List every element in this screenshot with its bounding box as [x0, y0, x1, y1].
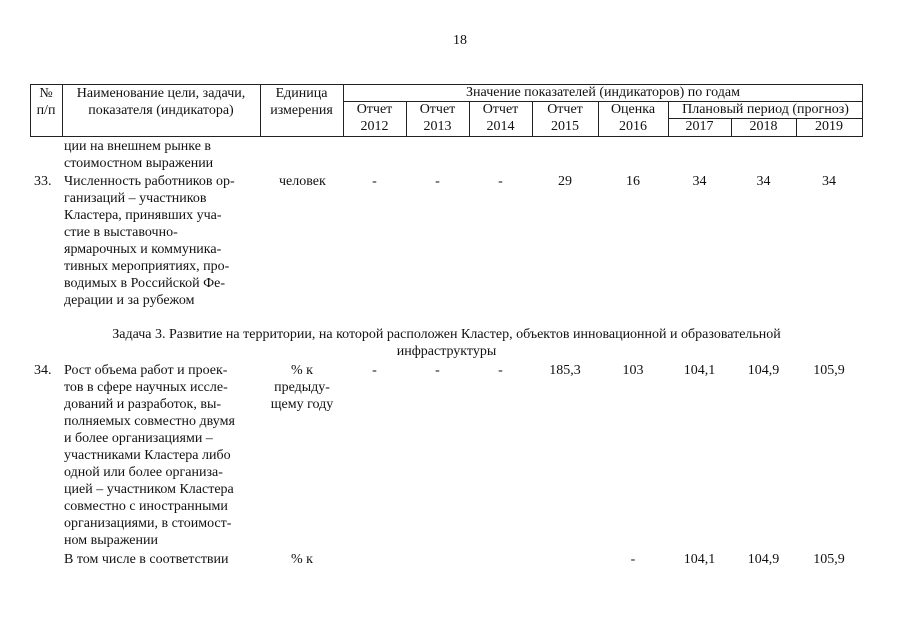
value-2015: 185,3 — [549, 363, 581, 378]
value-2017: 104,1 — [683, 552, 716, 567]
header-year-2015: Отчет 2015 — [547, 102, 583, 134]
value-2019: 105,9 — [813, 552, 845, 567]
value-2013: - — [435, 363, 440, 378]
value-2014: - — [498, 363, 503, 378]
header-year-2014: Отчет 2014 — [482, 102, 519, 134]
value-2017: 104,1 — [683, 363, 716, 378]
continuation-text: ции на внешнем рынке в стоимостном выражении — [64, 139, 214, 171]
value-2019: 34 — [822, 174, 836, 189]
header-unit: Единица измерения — [270, 86, 333, 118]
value-2018: 104,9 — [747, 552, 780, 567]
row-name: Рост объема работ и проек- тов в сфере научных иссле- дований и разработок, вы- полняемых совместно двумя и более организациями – участниками Кластера либо одной или более организа- цией – участником Кластера совместно с иностранными организациями, в стоимост- ном выражении — [64, 363, 235, 548]
value-2018: 34 — [756, 174, 771, 189]
value-2016: - — [630, 552, 636, 567]
row-name: Численность работников ор- ганизаций – участников Кластера, принявших уча- стие в выставочно- ярмарочных и коммуника- тивных мероприятиях, про- водимых в Российской Фе- дерации и за рубежом — [64, 174, 235, 308]
row-unit: человек — [279, 174, 326, 189]
row-name: В том числе в соответствии — [64, 552, 229, 567]
header-year-2017: 2017 — [685, 119, 714, 134]
header-year-2019: 2019 — [815, 119, 843, 134]
value-2016: 16 — [626, 174, 640, 189]
value-2019: 105,9 — [813, 363, 845, 378]
header-year-2012: Отчет 2012 — [356, 102, 393, 134]
page-number: 18 — [453, 33, 467, 48]
row-number: 34. — [34, 363, 52, 378]
value-2018: 104,9 — [747, 363, 780, 378]
header-values-title: Значение показателей (индикаторов) по годам — [466, 85, 740, 100]
header-plan-period: Плановый период (прогноз) — [682, 102, 849, 117]
value-2017: 34 — [692, 174, 707, 189]
value-2015: 29 — [558, 174, 572, 189]
row-unit: % к — [291, 552, 313, 567]
task-heading: Задача 3. Развитие на территории, на которой расположен Кластер, объектов инновационной и образовательной инфраструктуры — [112, 327, 781, 359]
header-name: Наименование цели, задачи, показателя (индикатора) — [76, 86, 246, 118]
value-2013: - — [435, 174, 440, 189]
value-2012: - — [372, 174, 377, 189]
value-2012: - — [372, 363, 377, 378]
header-num: № п/п — [36, 86, 56, 118]
row-unit: % к предыду- щему году — [270, 363, 334, 412]
row-number: 33. — [34, 174, 52, 189]
header-year-2013: Отчет 2013 — [419, 102, 456, 134]
header-year-2018: 2018 — [749, 119, 778, 134]
header-year-2016: Оценка 2016 — [610, 102, 656, 134]
value-2016: 103 — [622, 363, 644, 378]
value-2014: - — [498, 174, 503, 189]
